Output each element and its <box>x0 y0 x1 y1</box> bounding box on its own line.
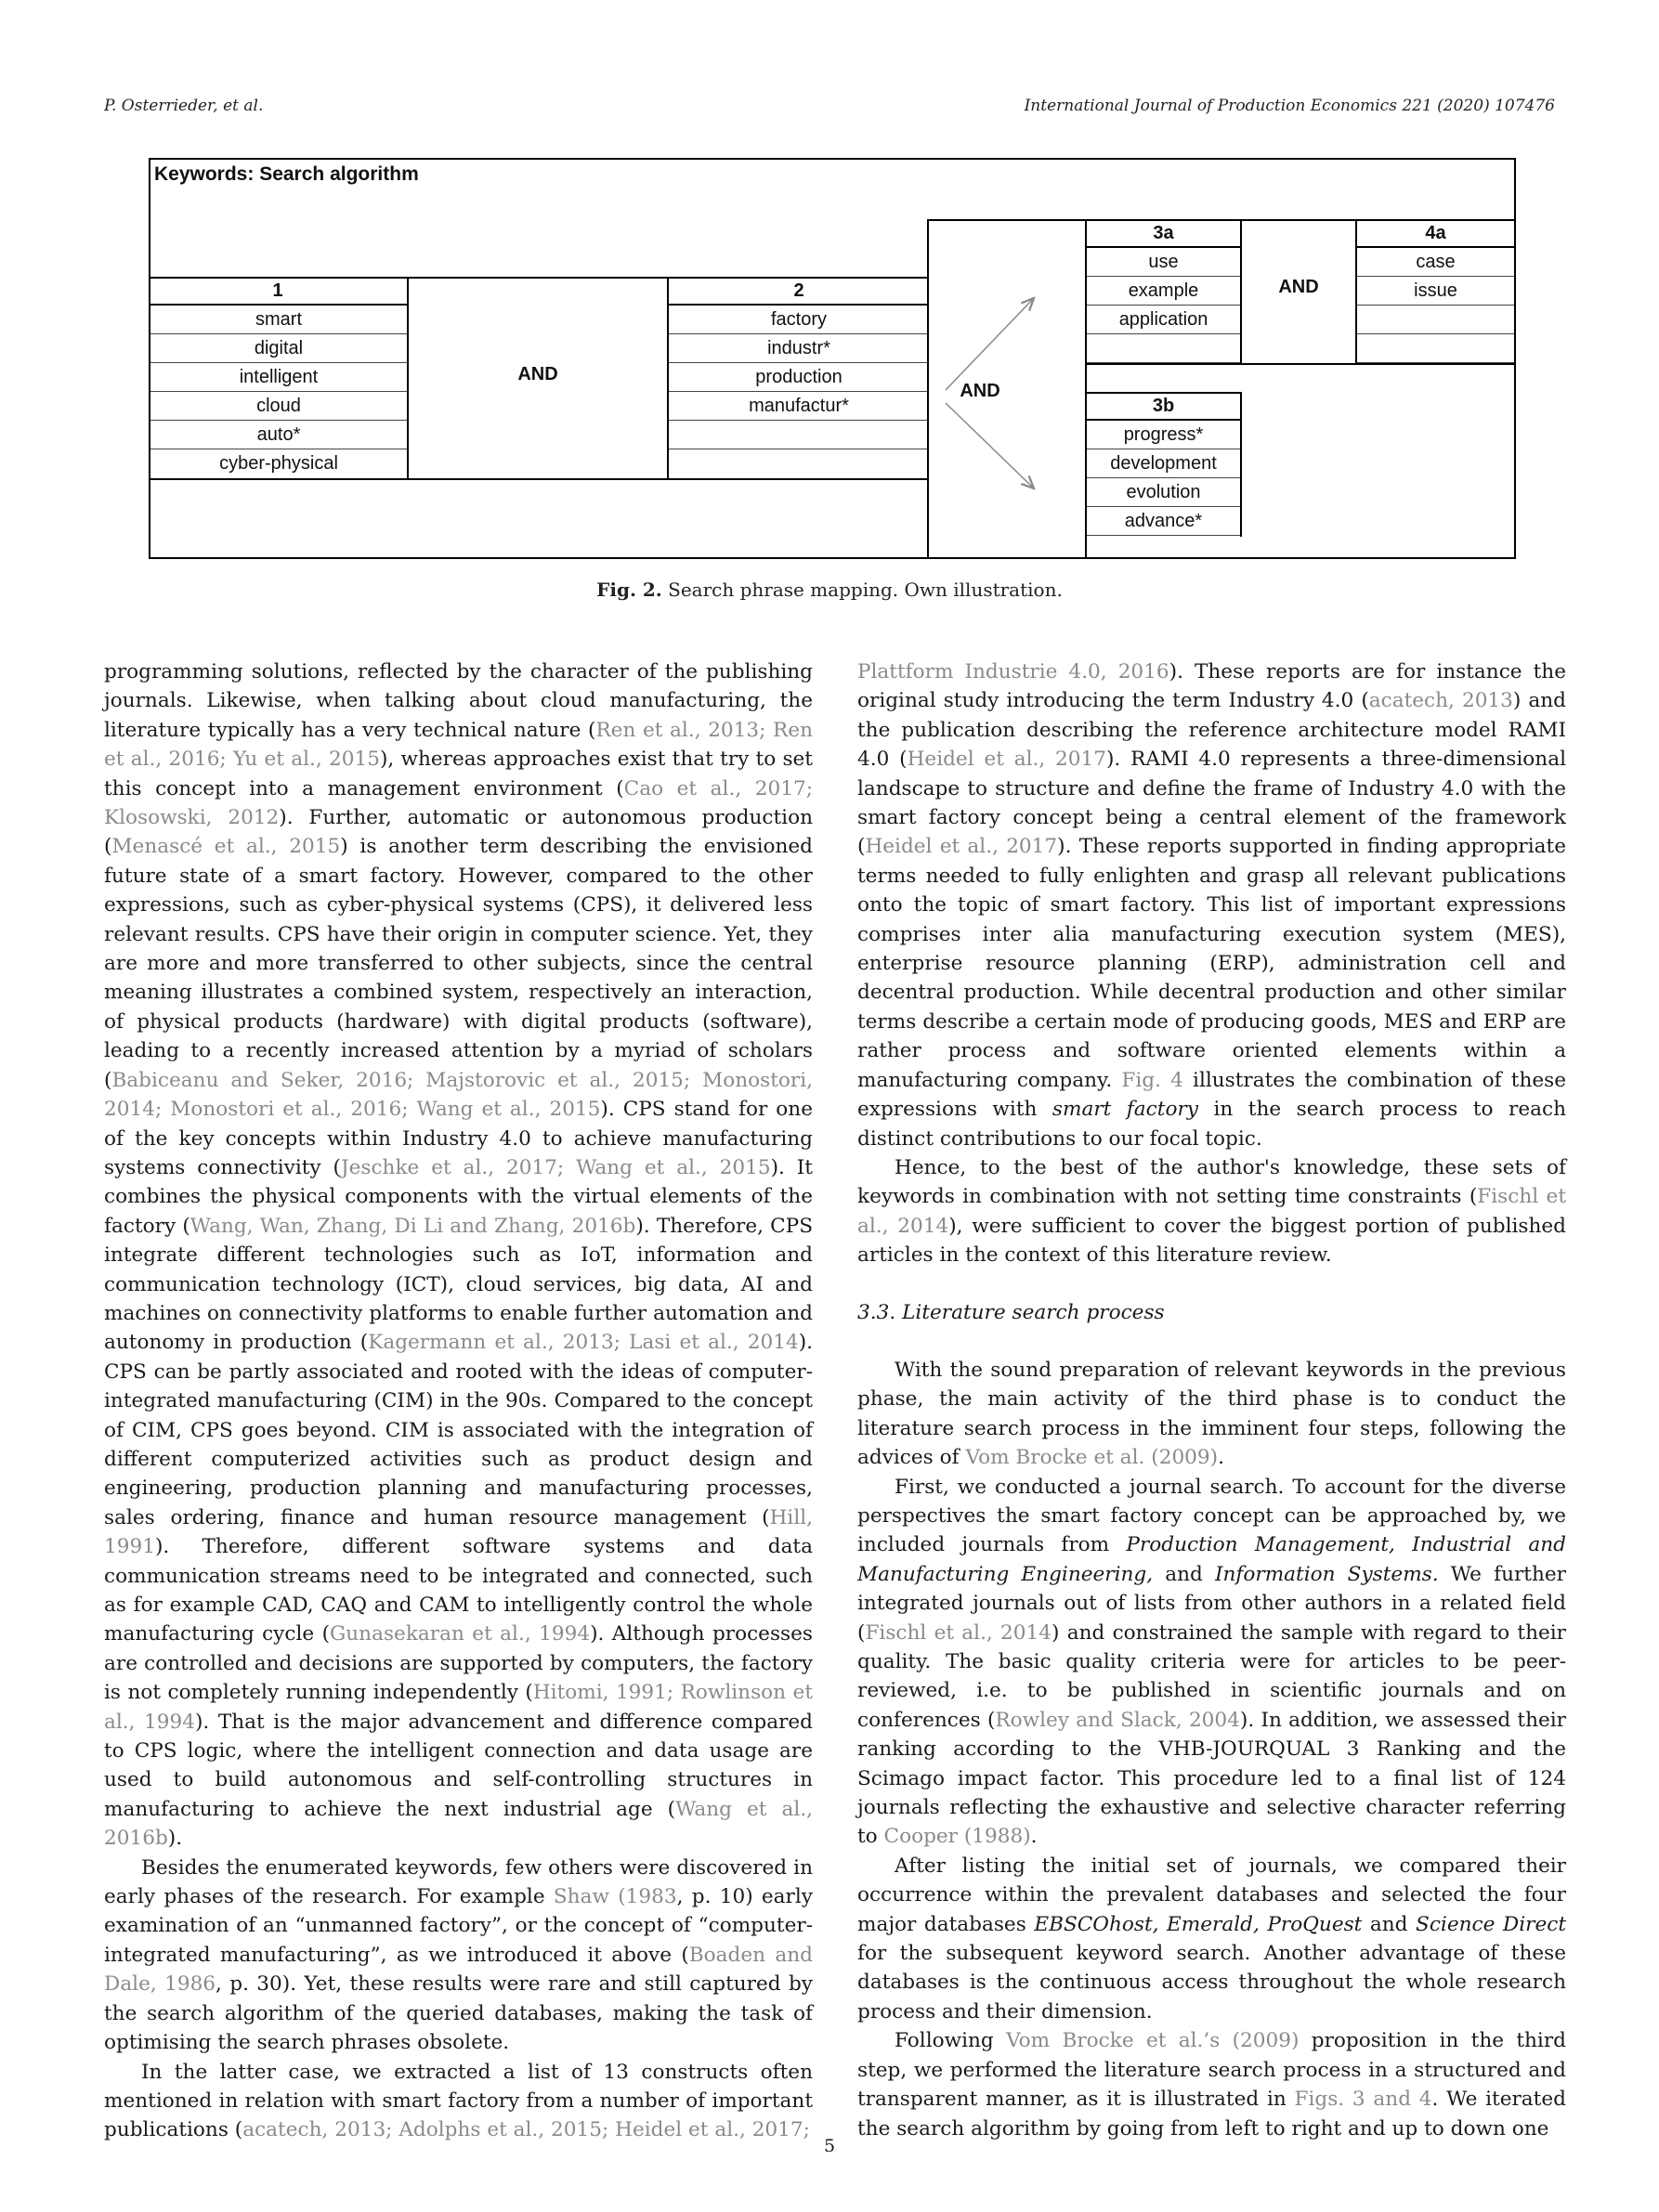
group-1-term: cloud <box>150 392 407 421</box>
group-4a-empty-row <box>1357 334 1514 363</box>
citation-link[interactable]: Wang, Wan, Zhang, Di Li and Zhang, 2016b <box>189 1214 636 1238</box>
group-2-term: industr* <box>669 334 929 363</box>
figure-reference-link[interactable]: Fig. 4 <box>1121 1068 1183 1092</box>
right-text-column <box>857 657 1566 2143</box>
citation-link[interactable]: Jeschke et al., 2017; Wang et al., 2015 <box>340 1155 771 1179</box>
citation-link[interactable]: Fischl et al., 2014 <box>865 1620 1052 1645</box>
group-1-term: smart <box>150 306 407 334</box>
paragraph: Plattform Industrie 4.0, 2016). These reports are for instance the original study introducing the term Industry 4.0 (acatech, 2013) and the publication describing the reference architecture model RAMI 4.0 (Heidel et al., 2017). RAMI 4.0 represents a three-dimensional landscape to structure and define the frame of Industry 4.0 with the smart factory concept being a central element of the framework (Heidel et al., 2017). These reports supported in finding appropriate terms needed to fully enlighten and grasp all relevant publications onto the topic of smart factory. This list of important expressions comprises inter alia manufacturing execution system (MES), enterprise resource planning (ERP), administration cell and decentral production. While decentral production and other similar terms describe a certain mode of producing goods, MES and ERP are rather process and software oriented elements within a manufacturing company. Fig. 4 illustrates the combination of these expressions with smart factory in the search process to reach distinct contributions to our focal topic. <box>857 660 1566 1151</box>
paragraph: After listing the initial set of journals, we compared their occurrence within the prevalent databases and selected the four major databases EBSCOhost, Emerald, ProQuest and Science Direct for the subsequent keyword search. Another advantage of these databases is the continuous access throughout the whole research process and their dimension. <box>857 1854 1567 2023</box>
paragraph: programming solutions, reflected by the character of the publishing journals. Likewise, when talking about cloud manufacturing, the literature typically has a very technical nature (Ren et al., 2013; Ren et al., 2016; Yu et al., 2015), whereas approaches exist that try to set this concept into a management environment (Cao et al., 2017; Klosowski, 2012). Further, automatic or autonomous production (Menascé et al., 2015) is another term describing the envisioned future state of a smart factory. However, compared to the other expressions, such as cyber-physical systems (CPS), it delivered less relevant results. CPS have their origin in computer science. Yet, they are more and more transferred to other subjects, since the central meaning illustrates a combined system, respectively an interaction, of physical products (hardware) with digital products (software), leading to a recently increased attention by a myriad of scholars (Babiceanu and Seker, 2016; Majstorovic et al., 2015; Monostori, 2014; Monostori et al., 2016; Wang et al., 2015). CPS stand for one of the key concepts within Industry 4.0 to achieve manufacturing systems connectivity (Jeschke et al., 2017; Wang et al., 2015). It combines the physical components with the virtual elements of the factory (Wang, Wan, Zhang, Di Li and Zhang, 2016b). Therefore, CPS integrate different technologies such as IoT, information and communication technology (ICT), cloud services, big data, AI and machines on connectivity platforms to enable further automation and autonomy in production (Kagermann et al., 2013; Lasi et al., 2014). CPS can be partly associated and rooted with the ideas of computer-integrated manufacturing (CIM) in the 90s. Compared to the concept of CIM, CPS goes beyond. CIM is associated with the integration of different computerized activities such as product design and engineering, production planning and manufacturing processes, sales ordering, finance and human resource management (Hill, 1991). Therefore, different software systems and data communication streams need to be integrated and connected, such as for example CAD, CAQ and CAM to intelligently control the whole manufacturing cycle (Gunasekaran et al., 1994). Although processes are controlled and decisions are supported by computers, the factory is not completely running independently (Hitomi, 1991; Rowlinson et al., 1994). That is the major advancement and difference compared to CPS logic, where the intelligent connection and data usage are used to build autonomous and self-controlling structures in manufacturing to achieve the next industrial age (Wang et al., 2016b). <box>104 660 814 1851</box>
citation-link[interactable]: Wang et al., 2016b <box>104 1797 813 1851</box>
group-2-header: 2 <box>669 277 929 306</box>
group-3b-header: 3b <box>1087 392 1240 421</box>
group-4a-term: case <box>1357 248 1514 277</box>
group-3b-term: evolution <box>1087 478 1240 507</box>
figure-caption <box>0 579 1659 601</box>
citation-link[interactable]: Fischl et al., 2014 <box>857 1185 1566 1238</box>
group-1-term: auto* <box>150 421 407 449</box>
group-3a-term: use <box>1087 248 1240 277</box>
and-operator-3: AND <box>1278 277 1319 297</box>
group-2-term: factory <box>669 306 929 334</box>
figure-rule <box>1240 392 1242 537</box>
citation-link[interactable]: Hill, 1991 <box>104 1505 813 1559</box>
group-3b-term: development <box>1087 449 1240 478</box>
group-3a-header: 3a <box>1087 219 1240 248</box>
search-phrase-figure <box>149 158 1516 559</box>
group-3a-term: example <box>1087 277 1240 306</box>
group-2-term: manufactur* <box>669 392 929 421</box>
figure-rule <box>1085 363 1516 365</box>
citation-link[interactable]: Hitomi, 1991; Rowlinson et al., 1994 <box>104 1681 813 1734</box>
group-2-term: production <box>669 363 929 392</box>
running-head-authors: P. Osterrieder, et al. <box>104 97 264 115</box>
citation-link[interactable]: Gunasekaran et al., 1994 <box>330 1622 591 1646</box>
citation-link[interactable]: Ren et al., 2013; Ren et al., 2016; Yu et al., 2015 <box>104 718 813 772</box>
citation-link[interactable]: Plattform Industrie 4.0, 2016 <box>857 660 1169 683</box>
paragraph: In the latter case, we extracted a list of 13 constructs often mentioned in relation with smart factory from a number of important publications (acatech, 2013; Adolphs et al., 2015; Heidel et al., 2017; <box>104 2060 813 2142</box>
branch-arrows <box>149 158 1516 559</box>
group-3a-empty-row <box>1087 334 1240 363</box>
citation-link[interactable]: Cao et al., 2017; Klosowski, 2012 <box>104 776 814 830</box>
citation-link[interactable]: Shaw (1983 <box>553 1885 677 1909</box>
figure-caption-label: Fig. 2. <box>596 579 662 601</box>
citation-link[interactable]: Babiceanu and Seker, 2016; Majstorovic et al., 2015; Monostori, 2014; Monostori et al., 2016; Wang et al., 2015 <box>104 1068 813 1122</box>
group-1-term: digital <box>150 334 407 363</box>
running-head-journal: International Journal of Production Economics 221 (2020) 107476 <box>1024 97 1555 115</box>
citation-link[interactable]: Heidel et al., 2017 <box>907 748 1106 772</box>
and-operator-1: AND <box>517 364 558 384</box>
paragraph: First, we conducted a journal search. To account for the diverse perspectives the smart factory concept can be approached by, we included journals from Production Management, Industrial and Manufacturing Engineering, and Information Systems. We further integrated journals out of lists from other authors in a related field (Fischl et al., 2014) and constrained the sample with regard to their quality. The basic quality criteria were for articles to be peer-reviewed, i.e. to be published in scientific journals and on conferences (Rowley and Slack, 2004). In addition, we assessed their ranking according to the VHB-JOURQUAL 3 Ranking and the Scimago impact factor. This procedure led to a final list of 124 journals reflecting the exhaustive and selective character referring to Cooper (1988). <box>857 1475 1567 1849</box>
citation-link[interactable]: Menascé et al., 2015 <box>111 835 341 859</box>
figure-title: Keywords: Search algorithm <box>154 163 419 185</box>
citation-link[interactable]: Boaden and Dale, 1986 <box>104 1943 813 1997</box>
group-4a-empty-row <box>1357 306 1514 334</box>
group-3a-term: application <box>1087 306 1240 334</box>
citation-link[interactable]: Rowley and Slack, 2004 <box>995 1708 1240 1732</box>
group-4a-header: 4a <box>1357 219 1514 248</box>
citation-link[interactable]: acatech, 2013; Adolphs et al., 2015; Heidel et al., 2017; <box>242 2118 810 2142</box>
group-3b-term: progress* <box>1087 421 1240 449</box>
group-4a-term: issue <box>1357 277 1514 306</box>
citation-link[interactable]: Cooper (1988) <box>883 1825 1031 1849</box>
group-1-term: intelligent <box>150 363 407 392</box>
paragraph: Hence, to the best of the author's knowledge, these sets of keywords in combination with not setting time constraints (Fischl et al., 2014), were sufficient to cover the biggest portion of published articles in the context of this literature review. <box>857 1155 1567 1268</box>
section-heading: 3.3. Literature search process <box>857 1300 1165 1324</box>
left-text-column <box>104 657 813 2145</box>
citation-link[interactable]: Kagermann et al., 2013; Lasi et al., 2014 <box>368 1331 799 1355</box>
paragraph: Following Vom Brocke et al.’s (2009) proposition in the third step, we performed the literature search process in a structured and transparent manner, as it is illustrated in Figs. 3 and 4. We iterated the search algorithm by going from left to right and up to down one <box>857 2029 1566 2140</box>
citation-link[interactable]: Vom Brocke et al.’s (2009) <box>1006 2029 1300 2053</box>
group-1-header: 1 <box>149 277 407 306</box>
paragraph: With the sound preparation of relevant keywords in the previous phase, the main activity of the third phase is to conduct the literature search process in the imminent four steps, following the advices of Vom Brocke et al. (2009). <box>857 1358 1566 1470</box>
group-3b-term: advance* <box>1087 507 1240 536</box>
and-operator-2: AND <box>960 381 1000 401</box>
figure-reference-link[interactable]: Figs. 3 and 4 <box>1294 2088 1432 2112</box>
page-number: 5 <box>823 2136 836 2156</box>
figure-caption-text: Search phrase mapping. Own illustration. <box>668 579 1063 601</box>
citation-link[interactable]: Heidel et al., 2017 <box>865 835 1058 859</box>
group-1-term: cyber-physical <box>219 453 338 474</box>
citation-link[interactable]: acatech, 2013 <box>1368 689 1513 713</box>
citation-link[interactable]: Vom Brocke et al. (2009) <box>965 1446 1219 1470</box>
paragraph: Besides the enumerated keywords, few others were discovered in early phases of the research. For example Shaw (1983, p. 10) early examination of an “unmanned factory”, or the concept of “computer-integrated manufacturing”, as we introduced it above (Boaden and Dale, 1986, p. 30). Yet, these results were rare and still captured by the search algorithm of the queried databases, making the task of optimising the search phrases obsolete. <box>104 1855 813 2055</box>
